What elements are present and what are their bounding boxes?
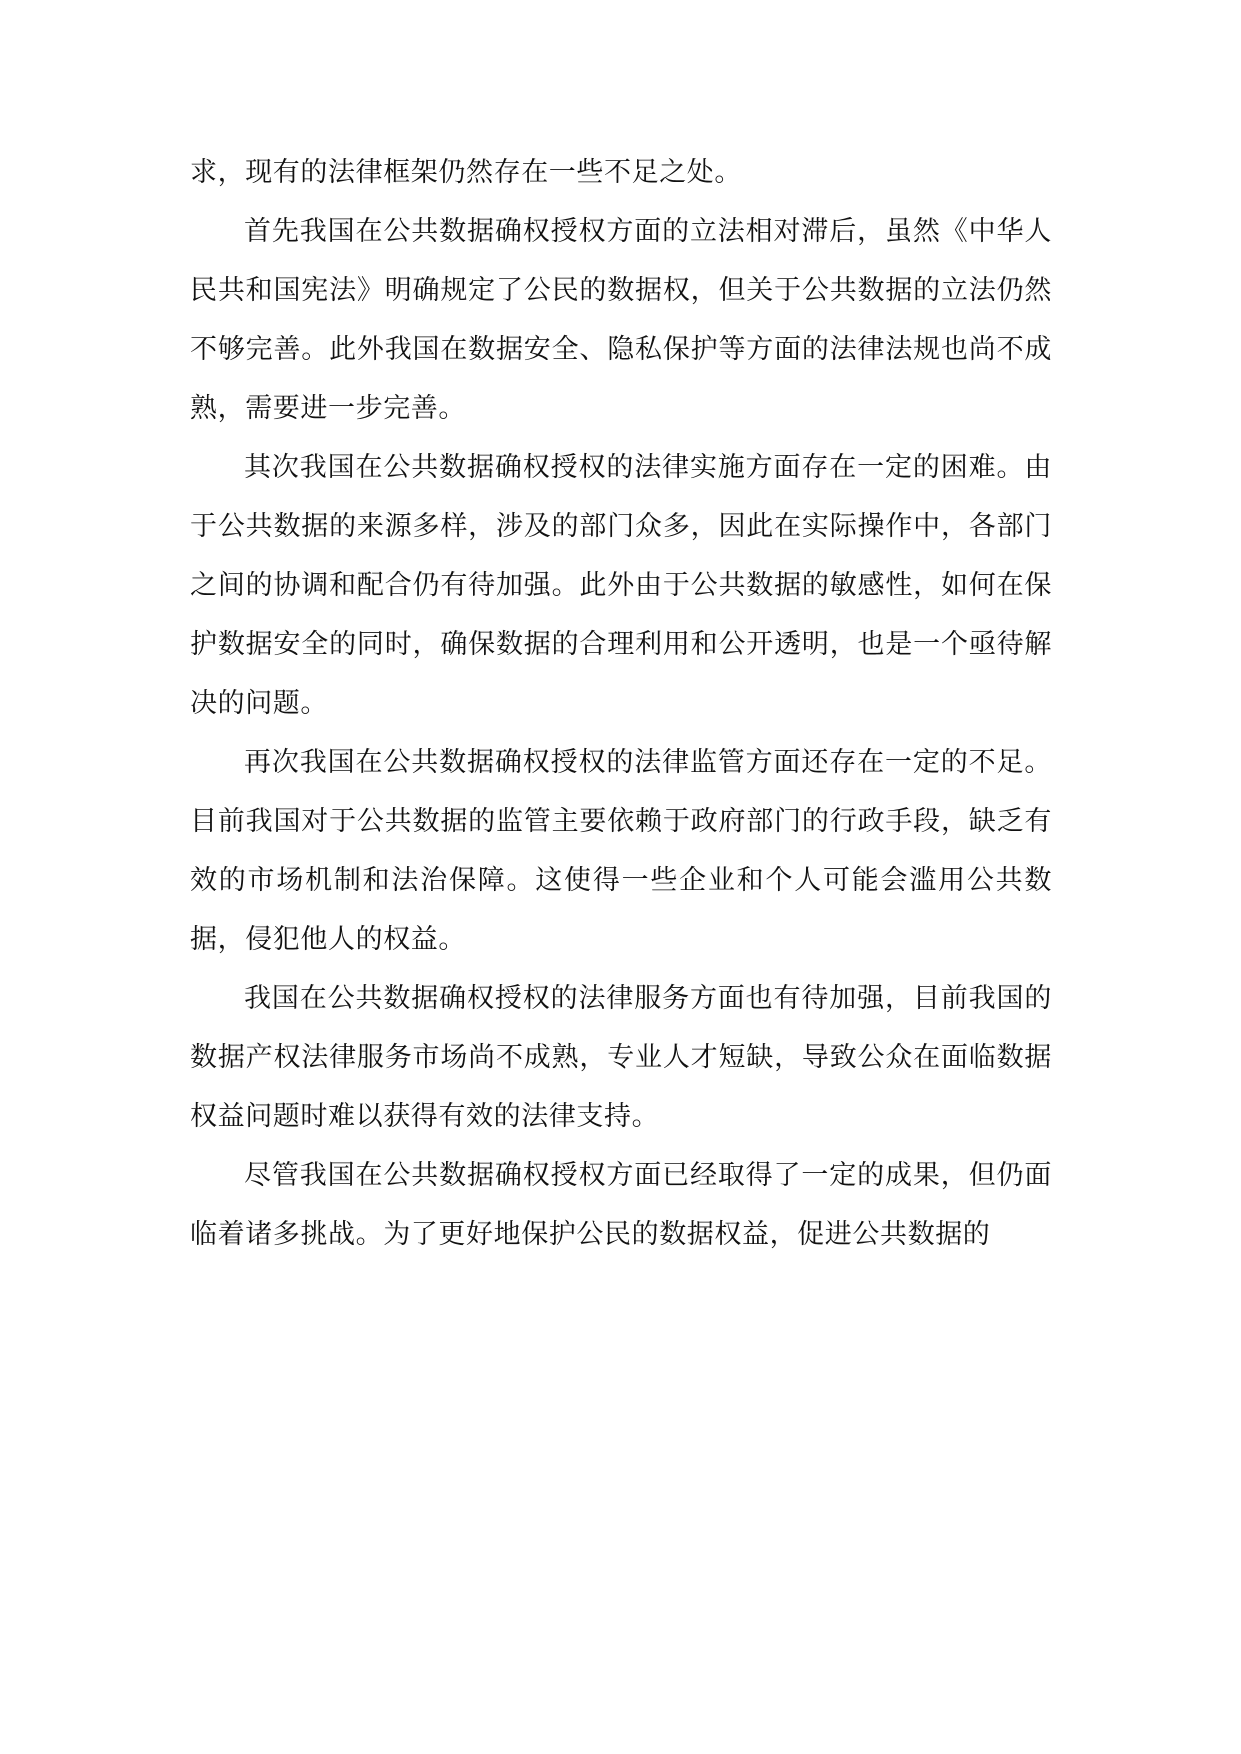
paragraph-supervision: 再次我国在公共数据确权授权的法律监管方面还存在一定的不足。目前我国对于公共数据的监管主要依赖于政府部门的行政手段，缺乏有效的市场机制和法治保障。这使得一些企业和个人可能会滥用公共数据，侵犯他人的权益。 [190, 747, 1052, 955]
paragraph-conclusion: 尽管我国在公共数据确权授权方面已经取得了一定的成果，但仍面临着诸多挑战。为了更好地保护公民的数据权益，促进公共数据的 [190, 1160, 1052, 1250]
paragraph-implementation: 其次我国在公共数据确权授权的法律实施方面存在一定的困难。由于公共数据的来源多样，涉及的部门众多，因此在实际操作中，各部门之间的协调和配合仍有待加强。此外由于公共数据的敏感性，如何在保护数据安全的同时，确保数据的合理利用和公开透明，也是一个亟待解决的问题。 [190, 452, 1052, 719]
paragraph-legal-services: 我国在公共数据确权授权的法律服务方面也有待加强，目前我国的数据产权法律服务市场尚不成熟，专业人才短缺，导致公众在面临数据权益问题时难以获得有效的法律支持。 [190, 983, 1052, 1132]
paragraph-legislation: 首先我国在公共数据确权授权方面的立法相对滞后，虽然《中华人民共和国宪法》明确规定了公民的数据权，但关于公共数据的立法仍然不够完善。此外我国在数据安全、隐私保护等方面的法律法规也尚不成熟，需要进一步完善。 [190, 216, 1052, 424]
document-body [190, 143, 1052, 1264]
paragraph-continuation: 求，现有的法律框架仍然存在一些不足之处。 [190, 157, 742, 188]
